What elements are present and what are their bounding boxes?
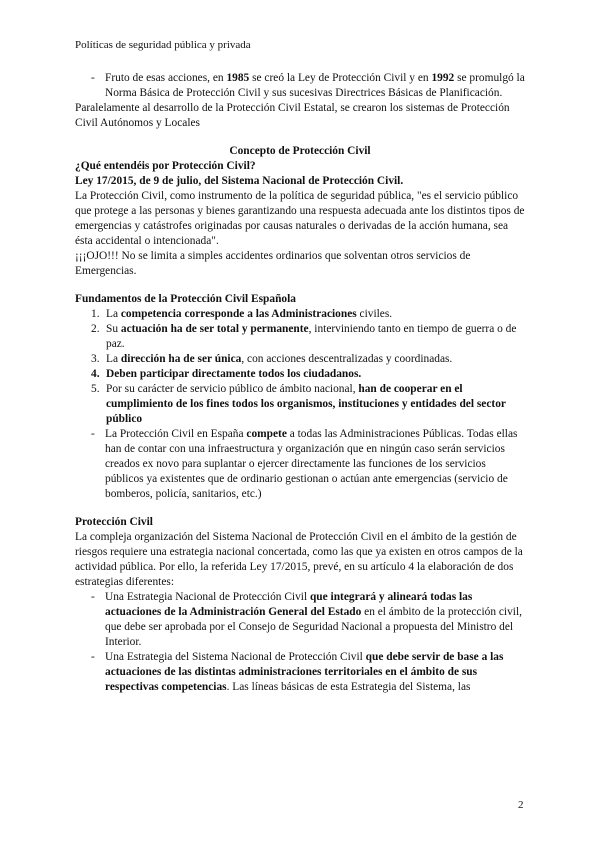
question-heading: ¿Qué entendéis por Protección Civil?: [75, 160, 256, 172]
list-number: 5.: [91, 383, 100, 395]
bullet-item: - Una Estrategia Nacional de Protección Civil que integrará y alineará todas las actuaciones de la Administración General del Estado en el ámbito de la protección civil, que debe ser aprobada por el Consejo de Seguridad Nacional a propuesta del Ministro del Interior.: [75, 590, 525, 650]
dash-marker: -: [91, 428, 95, 440]
section-heading: Fundamentos de la Protección Civil Española: [75, 293, 296, 305]
numbered-item: 3. La dirección ha de ser única, con acciones descentralizadas y coordinadas.: [75, 352, 525, 367]
dash-marker: -: [91, 591, 95, 603]
bullet-text: Fruto de esas acciones, en 1985 se creó la Ley de Protección Civil y en 1992 se promulgó la Norma Básica de Protección Civil y sus sucesivas Directrices Básicas de Planificación.: [105, 72, 525, 99]
running-header: Políticas de seguridad pública y privada: [75, 39, 251, 51]
list-number: 1.: [91, 308, 100, 320]
numbered-item: 1. La competencia corresponde a las Administraciones civiles.: [75, 307, 525, 322]
bullet-item: - Una Estrategia del Sistema Nacional de Protección Civil que debe servir de base a las actuaciones de las distintas administraciones territoriales en el ámbito de sus respectivas competencias. Las líneas básicas de esta Estrategia del Sistema, las: [75, 650, 525, 695]
bullet-item: - La Protección Civil en España compete a todas las Administraciones Públicas. Todas ellas han de contar con una infraestructura y organización que en ningún caso serán servicios creados ex novo para suplantar o ejercer directamente las funciones de los servicios públicos ya existentes que de ordinario gestionan o actúan ante emergencias (servicio de bomberos, policía, sanitarios, etc.): [75, 427, 525, 502]
numbered-item: 5. Por su carácter de servicio público de ámbito nacional, han de cooperar en el cumplimiento de los fines todos los organismos, instituciones y entidades del sector público: [75, 382, 525, 427]
paragraph: La Protección Civil, como instrumento de la política de seguridad pública, "es el servicio público que protege a las personas y bienes garantizando una respuesta adecuada ante los distintos tipos de emergencias y catástrofes originadas por causas naturales o derivadas de la acción humana, sea ésta accidental o intencionada".: [75, 190, 525, 247]
paragraph: La compleja organización del Sistema Nacional de Protección Civil en el ámbito de la gestión de riesgos requiere una estrategia nacional concertada, como las que ya existen en otros campos de la actividad pública. Por ello, la referida Ley 17/2015, prevé, en su artículo 4 la elaboración de dos estrategias diferentes:: [75, 531, 523, 588]
page-number: 2: [518, 799, 524, 811]
paragraph: Paralelamente al desarrollo de la Protección Civil Estatal, se crearon los sistemas de Protección Civil Autónomos y Locales: [75, 102, 510, 129]
list-number: 3.: [91, 353, 100, 365]
dash-marker: -: [91, 72, 95, 84]
list-number: 4.: [91, 368, 100, 380]
section-title: Concepto de Protección Civil: [229, 145, 371, 157]
page-body: [75, 71, 525, 695]
list-number: 2.: [91, 323, 100, 335]
numbered-item: 4. Deben participar directamente todos los ciudadanos.: [75, 367, 525, 382]
bullet-item: [75, 71, 525, 101]
warning-note: ¡¡¡OJO!!! No se limita a simples accidentes ordinarios que solventan otros servicios de Emergencias.: [75, 250, 471, 277]
section-heading: Protección Civil: [75, 516, 153, 528]
numbered-item: 2. Su actuación ha de ser total y permanente, interviniendo tanto en tiempo de guerra o de paz.: [75, 322, 525, 352]
dash-marker: -: [91, 651, 95, 663]
law-heading: Ley 17/2015, de 9 de julio, del Sistema Nacional de Protección Civil.: [75, 175, 404, 187]
